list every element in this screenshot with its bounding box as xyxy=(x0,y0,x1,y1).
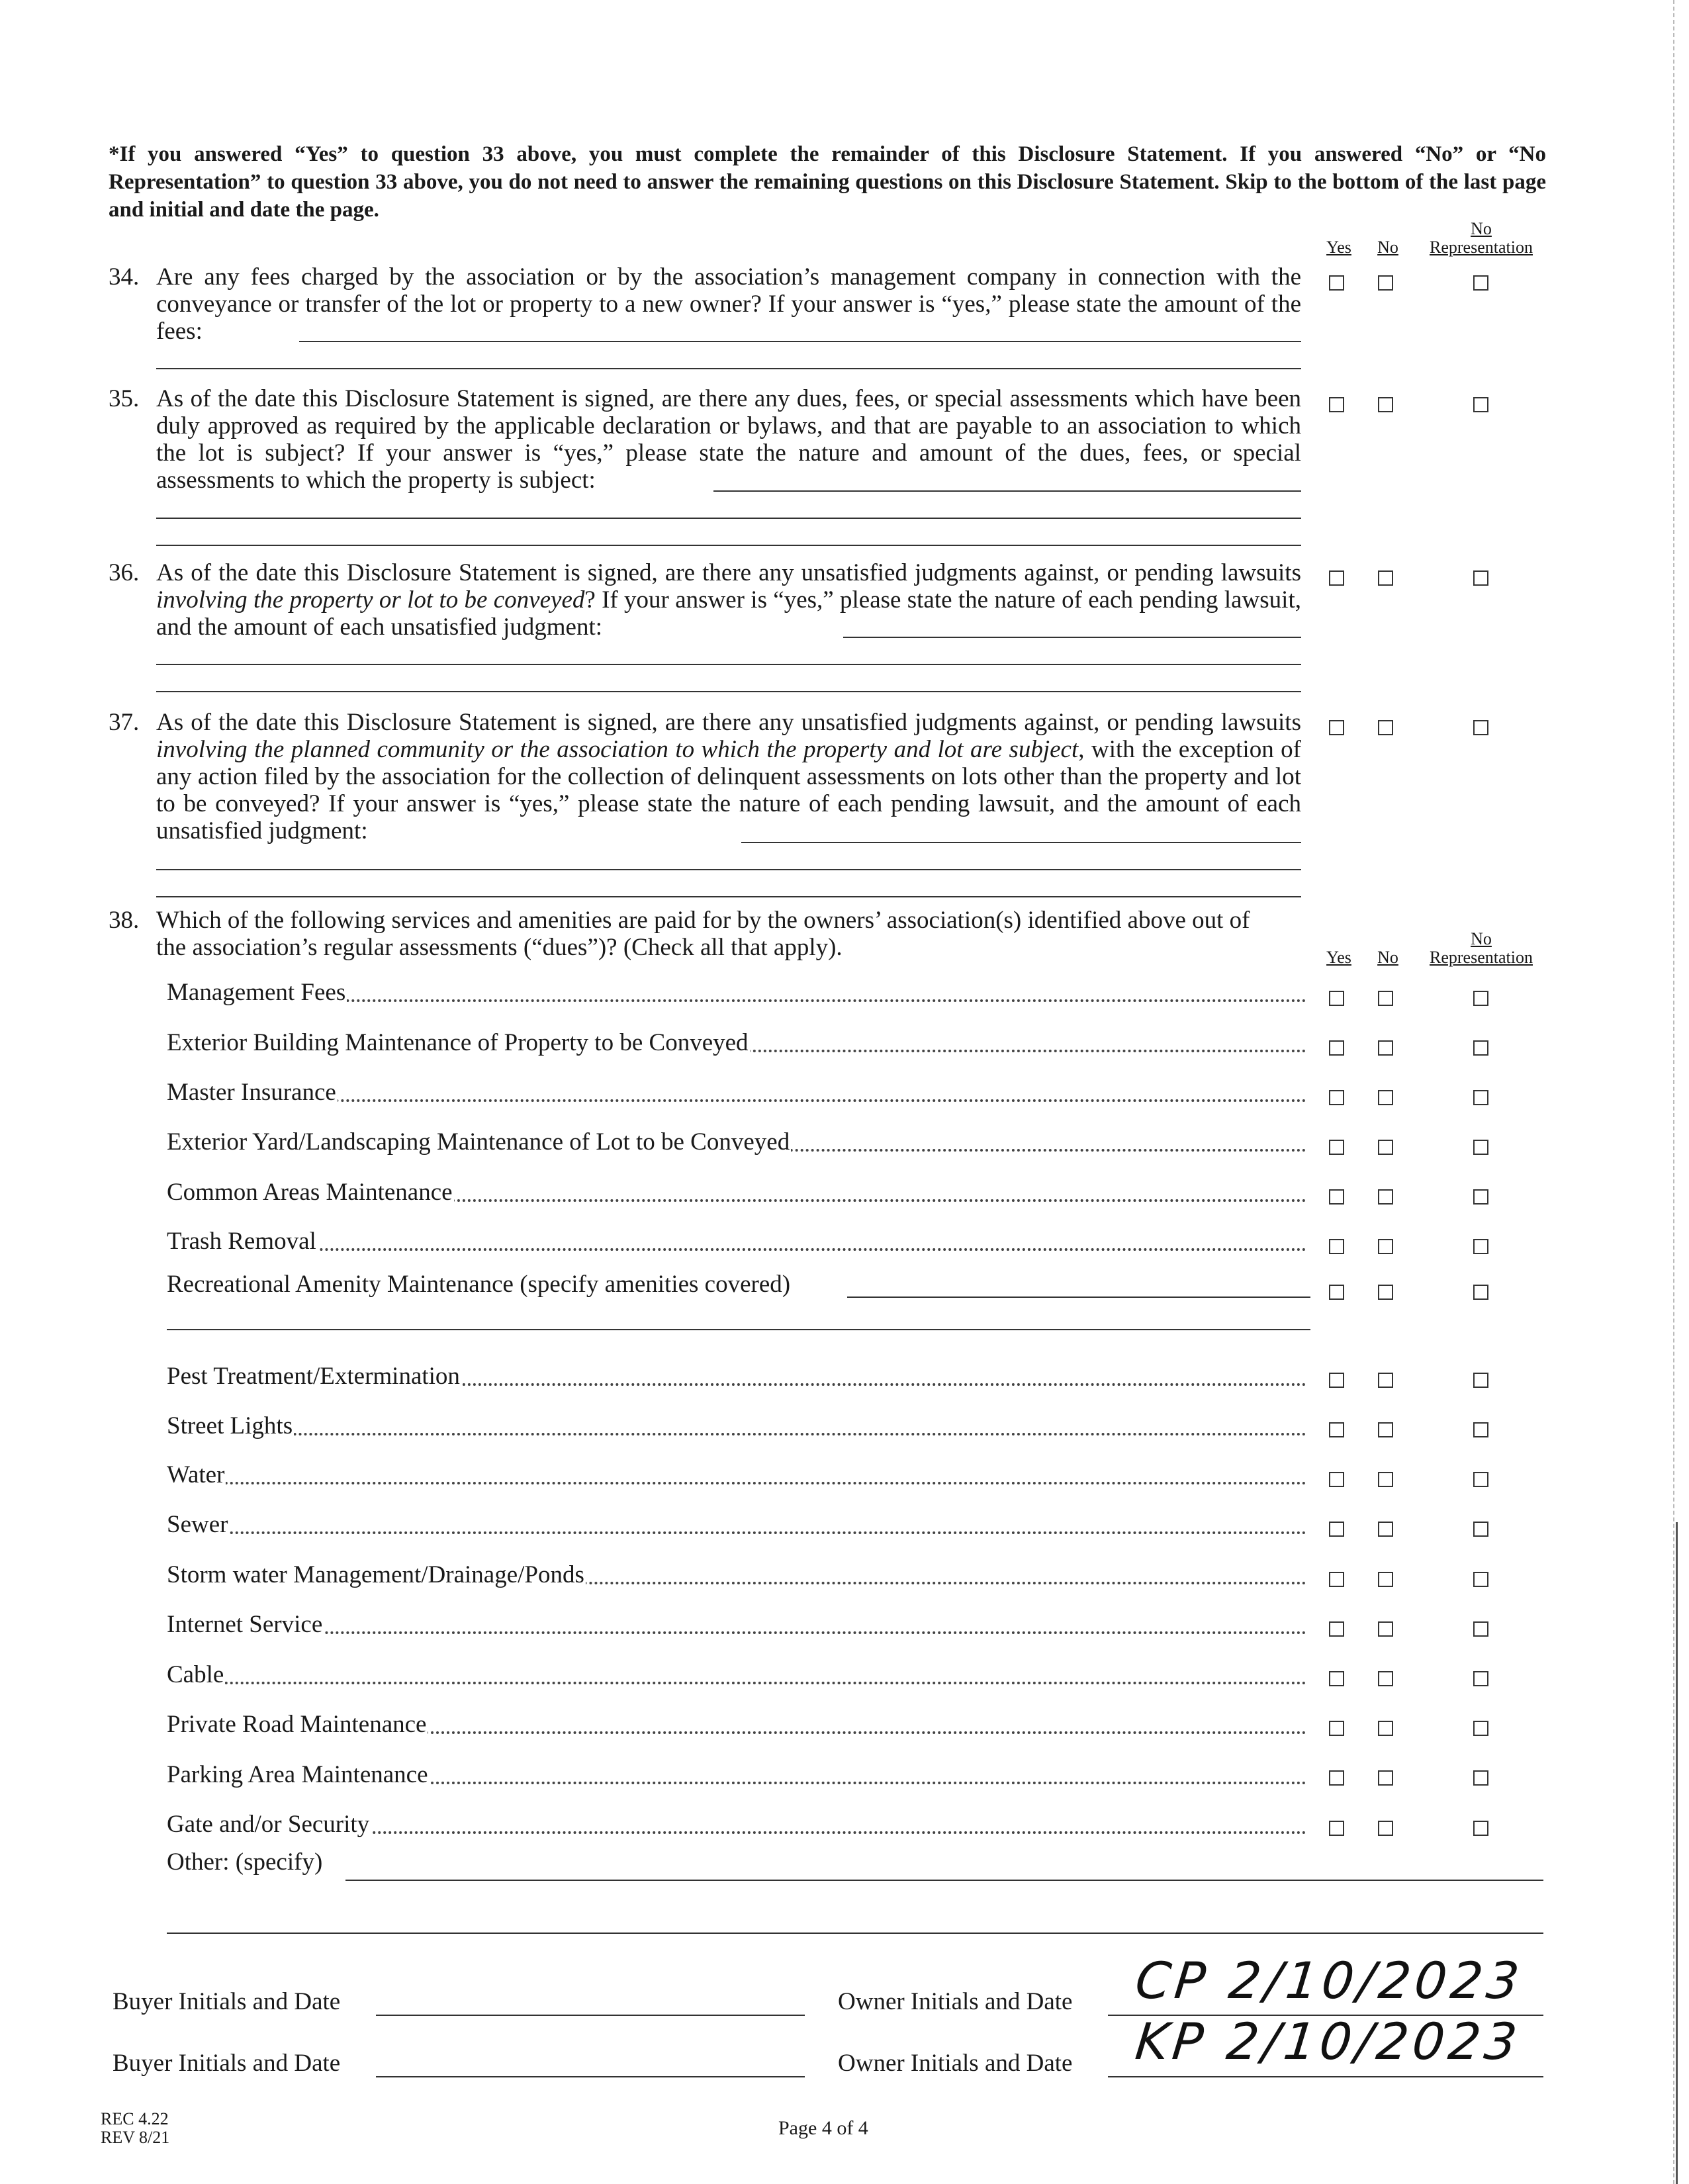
question-36-body-italic: involving the property or lot to be conveyed xyxy=(156,586,585,614)
leader-dots xyxy=(167,1531,1306,1534)
leader-dots xyxy=(167,1433,1306,1435)
cable-no-rep-checkbox[interactable] xyxy=(1473,1671,1488,1686)
street-lights-no-rep-checkbox[interactable] xyxy=(1473,1422,1488,1437)
internet-yes-checkbox[interactable] xyxy=(1329,1621,1344,1637)
master-insurance-no-rep-checkbox[interactable] xyxy=(1473,1090,1488,1105)
q36-answer-line-1[interactable] xyxy=(843,637,1301,638)
gate-security-yes-checkbox[interactable] xyxy=(1329,1821,1344,1836)
exterior-building-yes-checkbox[interactable] xyxy=(1329,1040,1344,1056)
buyer-initials-label-1: Buyer Initials and Date xyxy=(113,1988,341,2015)
question-34-body: Are any fees charged by the association or by the association’s management company in connection with the conveyance or transfer of the lot or property to a new owner? If your answer is “yes,” please state the amount of the fees: xyxy=(156,263,1301,345)
q34-yes-checkbox[interactable] xyxy=(1329,275,1344,291)
service-row-sewer xyxy=(167,1510,1306,1539)
form-revision: REV 8/21 xyxy=(101,2128,170,2147)
service-label: Exterior Building Maintenance of Property to be Conveyed xyxy=(167,1029,749,1056)
exterior-yard-no-checkbox[interactable] xyxy=(1378,1140,1393,1155)
service-label: Gate and/or Security xyxy=(167,1811,370,1838)
service-label: Private Road Maintenance xyxy=(167,1711,427,1738)
q36-answer-line-2[interactable] xyxy=(156,664,1301,665)
private-road-yes-checkbox[interactable] xyxy=(1329,1721,1344,1736)
pest-treatment-no-checkbox[interactable] xyxy=(1378,1373,1393,1388)
header-no: No xyxy=(1377,238,1398,257)
service-label: Management Fees xyxy=(167,979,346,1006)
recreational-amenity-yes-checkbox[interactable] xyxy=(1329,1285,1344,1300)
header-no-rep-line2: Representation xyxy=(1430,238,1533,257)
sewer-yes-checkbox[interactable] xyxy=(1329,1522,1344,1537)
header-no-representation xyxy=(1422,220,1541,257)
other-specify-line-1[interactable] xyxy=(345,1880,1543,1881)
pest-treatment-yes-checkbox[interactable] xyxy=(1329,1373,1344,1388)
recreational-amenity-no-rep-checkbox[interactable] xyxy=(1473,1285,1488,1300)
service-label: Internet Service xyxy=(167,1611,323,1638)
q37-no-checkbox[interactable] xyxy=(1378,720,1393,735)
internet-no-rep-checkbox[interactable] xyxy=(1473,1621,1488,1637)
q37-answer-line-3[interactable] xyxy=(156,896,1301,897)
header-no-2: No xyxy=(1377,948,1398,967)
service-label: Pest Treatment/Extermination xyxy=(167,1363,460,1390)
scan-edge-shadow xyxy=(1676,1522,1678,2184)
q36-yes-checkbox[interactable] xyxy=(1329,570,1344,586)
leader-dots xyxy=(167,1682,1306,1684)
sewer-no-rep-checkbox[interactable] xyxy=(1473,1522,1488,1537)
common-areas-no-rep-checkbox[interactable] xyxy=(1473,1189,1488,1205)
exterior-building-no-rep-checkbox[interactable] xyxy=(1473,1040,1488,1056)
intro-instructions: *If you answered “Yes” to question 33 above, you must complete the remainder of this Disclosure Statement. If you answered “No” or “No Representation” to question 33 above, you do not need to answer the remaining questions on this Disclosure Statement. Skip to the bottom of the last page and initial and date the page. xyxy=(109,142,1546,222)
service-label: Sewer xyxy=(167,1511,228,1538)
question-37-body-a: As of the date this Disclosure Statement is signed, are there any unsatisfied judgments against, or pending lawsuits xyxy=(156,709,1301,736)
question-35-number: 35. xyxy=(109,385,140,412)
parking-area-no-rep-checkbox[interactable] xyxy=(1473,1770,1488,1786)
service-label: Exterior Yard/Landscaping Maintenance of Lot to be Conveyed xyxy=(167,1128,790,1156)
service-label: Common Areas Maintenance xyxy=(167,1179,453,1206)
scan-edge-line xyxy=(1673,0,1674,2184)
street-lights-no-checkbox[interactable] xyxy=(1378,1422,1393,1437)
question-38-text xyxy=(156,907,1268,961)
buyer-initials-label-2: Buyer Initials and Date xyxy=(113,2050,341,2077)
pest-treatment-no-rep-checkbox[interactable] xyxy=(1473,1373,1488,1388)
service-row-recreational-amenity xyxy=(167,1270,1306,1299)
internet-no-checkbox[interactable] xyxy=(1378,1621,1393,1637)
service-row-internet xyxy=(167,1610,1306,1639)
header-no-representation-2 xyxy=(1422,930,1541,967)
question-36-number: 36. xyxy=(109,559,140,586)
common-areas-yes-checkbox[interactable] xyxy=(1329,1189,1344,1205)
service-label: Storm water Management/Drainage/Ponds xyxy=(167,1561,584,1588)
q35-no-rep-checkbox[interactable] xyxy=(1473,397,1488,412)
exterior-yard-no-rep-checkbox[interactable] xyxy=(1473,1140,1488,1155)
question-38-number: 38. xyxy=(109,907,140,934)
header-no-rep-2-line1: No xyxy=(1471,929,1492,948)
q35-answer-line-1[interactable] xyxy=(713,490,1301,492)
water-no-rep-checkbox[interactable] xyxy=(1473,1472,1488,1487)
leader-dots xyxy=(167,1099,1306,1102)
service-row-common-areas xyxy=(167,1178,1306,1207)
private-road-no-rep-checkbox[interactable] xyxy=(1473,1721,1488,1736)
question-34-text xyxy=(156,263,1301,345)
management-fees-yes-checkbox[interactable] xyxy=(1329,991,1344,1006)
common-areas-no-checkbox[interactable] xyxy=(1378,1189,1393,1205)
master-insurance-yes-checkbox[interactable] xyxy=(1329,1090,1344,1105)
q37-no-rep-checkbox[interactable] xyxy=(1473,720,1488,735)
question-37-text xyxy=(156,709,1301,844)
buyer-initials-line-2[interactable] xyxy=(376,2076,805,2077)
q35-answer-line-3[interactable] xyxy=(156,545,1301,546)
question-38-body: Which of the following services and amenities are paid for by the owners’ association(s) identified above out of the association’s regular assessments (“dues”)? (Check all that apply). xyxy=(156,907,1250,961)
q35-yes-checkbox[interactable] xyxy=(1329,397,1344,412)
service-label: Trash Removal xyxy=(167,1228,316,1255)
other-specify-label: Other: (specify) xyxy=(167,1848,323,1876)
service-label: Water xyxy=(167,1461,225,1488)
q36-no-rep-checkbox[interactable] xyxy=(1473,570,1488,586)
owner-signature-2: KP 2/10/2023 xyxy=(1132,2012,1524,2071)
gate-security-no-checkbox[interactable] xyxy=(1378,1821,1393,1836)
service-label: Street Lights xyxy=(167,1412,293,1439)
service-row-water xyxy=(167,1461,1306,1490)
header-no-rep-line1: No xyxy=(1471,219,1492,238)
service-row-exterior-yard xyxy=(167,1128,1306,1157)
header-yes-2: Yes xyxy=(1326,948,1351,967)
service-label: Cable xyxy=(167,1661,224,1688)
gate-security-no-rep-checkbox[interactable] xyxy=(1473,1821,1488,1836)
question-35-body: As of the date this Disclosure Statement is signed, are there any dues, fees, or special assessments which have been duly approved as required by the applicable declaration or bylaws, and that are payable to an association to which the lot is subject? If your answer is “yes,” please state the nature and amount of the dues, fees, or special assessments to which the property is subject: xyxy=(156,385,1301,494)
q37-yes-checkbox[interactable] xyxy=(1329,720,1344,735)
leader-dots xyxy=(167,1631,1306,1634)
owner-initials-line-2[interactable] xyxy=(1108,2076,1543,2077)
question-36-body-b: ? If your answer is “yes,” please state the nature of each pending lawsuit, and the amount of each unsatisfied judgment: xyxy=(156,586,1301,641)
water-no-checkbox[interactable] xyxy=(1378,1472,1393,1487)
master-insurance-no-checkbox[interactable] xyxy=(1378,1090,1393,1105)
service-row-parking-area xyxy=(167,1760,1306,1790)
street-lights-yes-checkbox[interactable] xyxy=(1329,1422,1344,1437)
owner-initials-label-2: Owner Initials and Date xyxy=(838,2050,1073,2077)
question-34-number: 34. xyxy=(109,263,140,291)
recreational-amenity-no-checkbox[interactable] xyxy=(1378,1285,1393,1300)
page-number: Page 4 of 4 xyxy=(778,2117,868,2139)
service-row-street-lights xyxy=(167,1412,1306,1441)
parking-area-yes-checkbox[interactable] xyxy=(1329,1770,1344,1786)
service-row-gate-security xyxy=(167,1810,1306,1839)
question-36-body-a: As of the date this Disclosure Statement is signed, are there any unsatisfied judgments against, or pending lawsuits xyxy=(156,559,1301,586)
leader-dots xyxy=(167,1482,1306,1484)
owner-initials-label-1: Owner Initials and Date xyxy=(838,1988,1073,2015)
q35-no-checkbox[interactable] xyxy=(1378,397,1393,412)
q36-answer-line-3[interactable] xyxy=(156,691,1301,692)
storm-water-no-checkbox[interactable] xyxy=(1378,1572,1393,1587)
service-label: Parking Area Maintenance xyxy=(167,1761,428,1788)
cable-no-checkbox[interactable] xyxy=(1378,1671,1393,1686)
cable-yes-checkbox[interactable] xyxy=(1329,1671,1344,1686)
question-37-body-b: , with the exception of any action filed by the association for the collection of delinquent assessments on lots other than the property and lot to be conveyed? If your answer is “yes,” please state the nature of each pending lawsuit, and the amount of each unsatisfied judgment: xyxy=(156,736,1301,844)
q34-no-rep-checkbox[interactable] xyxy=(1473,275,1488,291)
q34-answer-line-2[interactable] xyxy=(156,368,1301,369)
q36-no-checkbox[interactable] xyxy=(1378,570,1393,586)
q37-answer-line-1[interactable] xyxy=(741,842,1301,843)
management-fees-no-checkbox[interactable] xyxy=(1378,991,1393,1006)
service-label: Recreational Amenity Maintenance (specify amenities covered) xyxy=(167,1271,791,1298)
trash-removal-yes-checkbox[interactable] xyxy=(1329,1239,1344,1254)
storm-water-yes-checkbox[interactable] xyxy=(1329,1572,1344,1587)
service-row-private-road xyxy=(167,1710,1306,1739)
parking-area-no-checkbox[interactable] xyxy=(1378,1770,1393,1786)
buyer-initials-line-1[interactable] xyxy=(376,2015,805,2016)
service-row-master-insurance xyxy=(167,1078,1306,1107)
water-yes-checkbox[interactable] xyxy=(1329,1472,1344,1487)
service-label: Master Insurance xyxy=(167,1079,336,1106)
question-37-body-italic: involving the planned community or the association to which the property and lot are subject xyxy=(156,736,1079,763)
trash-removal-no-rep-checkbox[interactable] xyxy=(1473,1239,1488,1254)
question-37-number: 37. xyxy=(109,709,140,736)
trash-removal-no-checkbox[interactable] xyxy=(1378,1239,1393,1254)
service-row-storm-water xyxy=(167,1561,1306,1590)
service-row-pest-treatment xyxy=(167,1362,1306,1391)
other-specify-line-2[interactable] xyxy=(167,1933,1543,1934)
q34-answer-line-1[interactable] xyxy=(299,341,1301,342)
exterior-yard-yes-checkbox[interactable] xyxy=(1329,1140,1344,1155)
service-row-management-fees xyxy=(167,978,1306,1007)
header-no-rep-2-line2: Representation xyxy=(1430,948,1533,967)
service-row-cable xyxy=(167,1661,1306,1690)
service-row-exterior-building xyxy=(167,1028,1306,1058)
recreational-amenity-specify-line-1[interactable] xyxy=(847,1297,1310,1298)
owner-signature-1: CP 2/10/2023 xyxy=(1132,1951,1526,2010)
leader-dots xyxy=(167,1248,1306,1251)
exterior-building-no-checkbox[interactable] xyxy=(1378,1040,1393,1056)
form-id: REC 4.22 xyxy=(101,2109,169,2128)
recreational-amenity-specify-line-2[interactable] xyxy=(167,1329,1310,1330)
question-36-text xyxy=(156,559,1301,641)
service-row-trash-removal xyxy=(167,1227,1306,1256)
private-road-no-checkbox[interactable] xyxy=(1378,1721,1393,1736)
q34-no-checkbox[interactable] xyxy=(1378,275,1393,291)
management-fees-no-rep-checkbox[interactable] xyxy=(1473,991,1488,1006)
sewer-no-checkbox[interactable] xyxy=(1378,1522,1393,1537)
storm-water-no-rep-checkbox[interactable] xyxy=(1473,1572,1488,1587)
q37-answer-line-2[interactable] xyxy=(156,869,1301,870)
header-yes: Yes xyxy=(1326,238,1351,257)
question-35-text xyxy=(156,385,1301,494)
q35-answer-line-2[interactable] xyxy=(156,518,1301,519)
